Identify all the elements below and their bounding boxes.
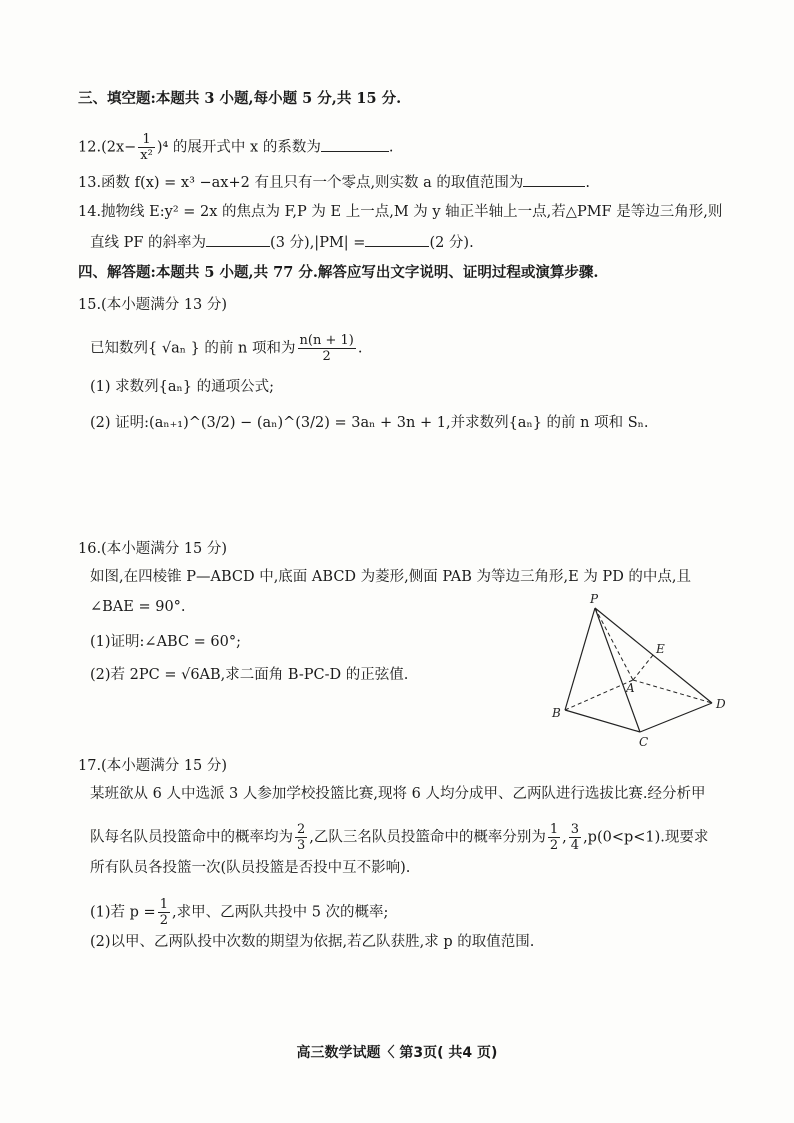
section4-header: 四、解答题:本题共 5 小题,共 77 分.解答应写出文字说明、证明过程或演算步骤.: [78, 264, 599, 281]
q17-comma: ,: [562, 829, 567, 846]
q15-frac-den: 2: [322, 349, 331, 364]
q16-title: 16.(本小题满分 15 分): [78, 541, 228, 557]
q17-frac-3-num: 3: [570, 822, 580, 837]
label-E: E: [656, 642, 665, 656]
q16-line2: ∠BAE = 90°.: [90, 599, 186, 615]
q12-expr-open: (2x−: [101, 139, 137, 156]
q17-frac-3: [569, 822, 581, 853]
edge-BA: [565, 680, 633, 710]
q12-frac-den: x²: [140, 148, 153, 163]
q13-text: 13.函数 f(x) = x³ −ax+2 有且只有一个零点,则实数 a 的取值范围为: [78, 175, 524, 191]
q17-frac-2-den: 2: [549, 838, 559, 853]
q17-line3: 所有队员各投篮一次(队员投篮是否投中互不影响).: [90, 860, 411, 876]
pyramid-figure: [540, 592, 740, 752]
q15-fraction: [298, 333, 356, 364]
question-12: [78, 132, 393, 163]
q14-slope-label: 直线 PF 的斜率为: [90, 235, 207, 251]
q16-part1: (1)证明:∠ABC = 60°;: [90, 634, 242, 650]
question-14-line2: [90, 232, 474, 254]
q15-stem-end: .: [357, 340, 363, 357]
q16-line1: 如图,在四棱锥 P—ABCD 中,底面 ABCD 为菱形,侧面 PAB 为等边三角形,E 为 PD 的中点,且: [90, 569, 692, 585]
q17-line2-a: 队每名队员投篮命中的概率均为: [90, 829, 293, 846]
question-14-line1: 14.抛物线 E:y² = 2x 的焦点为 F,P 为 E 上一点,M 为 y 轴正半轴上一点,若△PMF 是等边三角形,则: [78, 204, 723, 220]
q17-line2-b: ,乙队三名队员投篮命中的概率分别为: [309, 829, 546, 846]
q17-frac-2-num: 1: [549, 822, 559, 837]
label-A: A: [626, 681, 635, 695]
q17-line1: 某班欲从 6 人中选派 3 人参加学校投篮比赛,现将 6 人均分成甲、乙两队进行选拔比赛.经分析甲: [90, 786, 706, 802]
edge-CD: [640, 703, 712, 732]
edge-BC: [565, 710, 640, 732]
q13-end: .: [585, 175, 591, 191]
q17-line2: [90, 822, 708, 853]
q14-pm-blank[interactable]: [365, 232, 429, 247]
q17-part1-b: ,求甲、乙两队共投中 5 次的概率;: [171, 904, 389, 921]
q12-answer-blank[interactable]: [321, 137, 389, 152]
q17-part1-frac-den: 2: [159, 913, 168, 928]
edge-AD: [633, 680, 712, 703]
q14-end: (2 分).: [429, 235, 474, 251]
question-13: [78, 172, 590, 194]
q17-part2: (2)以甲、乙两队投中次数的期望为依据,若乙队获胜,求 p 的取值范围.: [90, 934, 535, 950]
label-P: P: [590, 592, 599, 606]
q17-part1-a: (1)若 p =: [90, 904, 156, 921]
edge-PA: [595, 608, 633, 680]
q15-frac-num: n(n + 1): [299, 333, 354, 348]
q12-fraction: [138, 132, 155, 163]
q12-frac-num: 1: [138, 132, 155, 148]
q17-frac-1-num: 2: [297, 822, 306, 837]
q12-end: .: [388, 139, 394, 156]
q17-frac-3-den: 4: [570, 838, 580, 853]
label-C: C: [639, 735, 649, 749]
q13-answer-blank[interactable]: [523, 172, 585, 187]
q17-line2-c: ,p(0<p<1).现要求: [583, 829, 709, 846]
label-D: D: [716, 697, 726, 711]
q15-stem: [90, 333, 362, 364]
q12-text: 的展开式中 x 的系数为: [168, 139, 321, 156]
q17-frac-1: [295, 822, 307, 853]
section3-header: 三、填空题:本题共 3 小题,每小题 5 分,共 15 分.: [78, 90, 402, 107]
q15-part1: (1) 求数列{aₙ} 的通项公式;: [90, 379, 275, 395]
label-B: B: [552, 706, 561, 720]
q16-part2: (2)若 2PC = √6AB,求二面角 B-PC-D 的正弦值.: [90, 667, 409, 683]
q17-part1-frac: [158, 897, 170, 928]
q12-num: 12.: [78, 139, 102, 156]
q17-part1-frac-num: 1: [159, 897, 168, 912]
q15-part2: (2) 证明:(aₙ₊₁)^(3/2) − (aₙ)^(3/2) = 3aₙ + 3n + 1,并求数列{aₙ} 的前 n 项和 Sₙ.: [90, 415, 649, 431]
edge-PB: [565, 608, 595, 710]
page-footer: 高三数学试题〈 第3页( 共4 页): [296, 1045, 498, 1061]
q17-title: 17.(本小题满分 15 分): [78, 758, 228, 774]
q14-slope-blank[interactable]: [206, 232, 270, 247]
q15-title: 15.(本小题满分 13 分): [78, 297, 228, 313]
q17-frac-2: [548, 822, 560, 853]
q15-stem-text: 已知数列{ √aₙ } 的前 n 项和为: [90, 340, 296, 357]
q17-frac-1-den: 3: [297, 838, 306, 853]
q14-pm-label: (3 分),|PM| =: [270, 235, 366, 251]
segment-AE: [633, 655, 653, 680]
q12-expr-close: )⁴: [156, 139, 169, 156]
q17-part1: [90, 897, 388, 928]
